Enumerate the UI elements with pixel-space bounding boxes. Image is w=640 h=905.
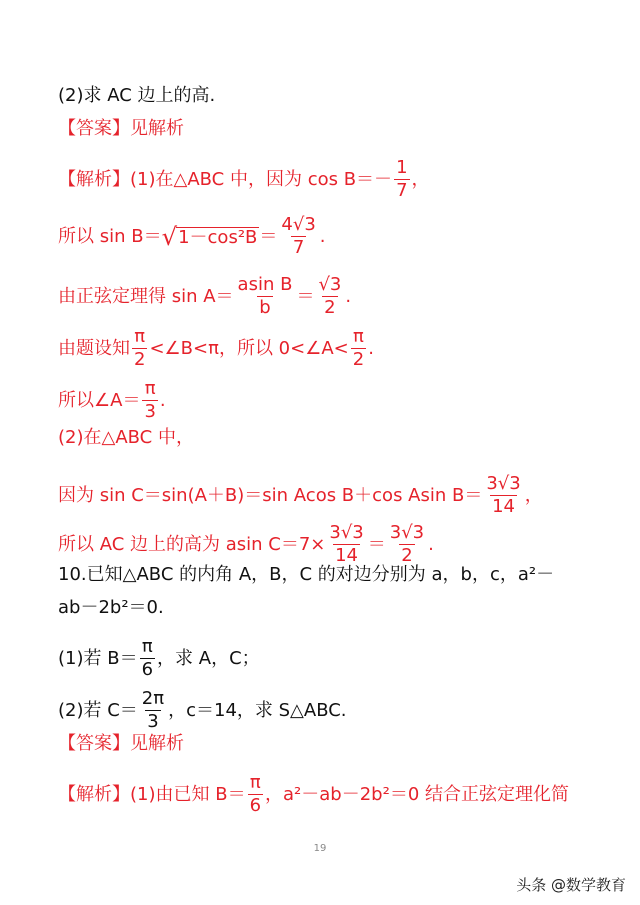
question-10-line-2: [58, 597, 164, 619]
fraction: [279, 216, 317, 257]
text-prefix: 由题设知: [58, 337, 130, 359]
square-root: [161, 221, 260, 251]
numerator: √3: [318, 274, 342, 295]
equals: ＝: [259, 225, 278, 247]
denominator: 2: [324, 297, 336, 318]
text: ab－2b²＝0.: [58, 597, 164, 618]
denominator: 3: [144, 401, 156, 422]
text: 【答案】见解析: [58, 118, 184, 139]
text-suffix: ，: [411, 168, 430, 190]
denominator: 6: [249, 795, 262, 816]
radical-sign-icon: √: [161, 221, 178, 251]
text: 10.已知△ABC 的内角 A，B，C 的对边分别为 a，b，c，a²－: [58, 564, 555, 585]
fraction-1: [132, 328, 147, 369]
text-suffix: ，a²－ab－2b²＝0 结合正弦定理化简: [265, 783, 569, 805]
question-10-line-1: [58, 564, 554, 586]
text-prefix: 由正弦定理得 sin A＝: [58, 285, 234, 307]
text-suffix: .: [319, 225, 326, 247]
numerator: 1: [396, 157, 408, 178]
fraction: [140, 638, 155, 679]
page-number: 19: [313, 843, 327, 854]
text-prefix: 所以 AC 边上的高为 asin C＝7×: [58, 533, 326, 555]
text-prefix: 因为 sin C＝sin(A＋B)＝sin Acos B＋cos Asin B＝: [58, 484, 483, 506]
question-10-part-1: [58, 638, 260, 679]
analysis-line-3: [58, 276, 351, 317]
text: 【答案】见解析: [58, 733, 184, 754]
text-prefix: 所以∠A＝: [58, 389, 141, 411]
denominator: 6: [141, 659, 154, 680]
analysis-line-8: [58, 774, 569, 815]
fraction-2: [316, 276, 343, 317]
denominator: 7: [396, 180, 408, 201]
fraction-2: [388, 524, 426, 565]
fraction-1: [236, 276, 295, 317]
fraction: [394, 159, 409, 200]
text-prefix: 【解析】(1)在△ABC 中，因为 cos B＝－: [58, 168, 393, 190]
text-suffix: .: [345, 285, 352, 307]
fraction: [142, 380, 157, 421]
radicand: 1－cos²B: [178, 227, 258, 249]
numerator: π: [141, 636, 153, 657]
text-suffix: .: [159, 389, 166, 411]
numerator: 2π: [141, 688, 165, 709]
text-suffix: .: [368, 337, 374, 359]
denominator: 3: [147, 711, 159, 732]
fraction: [484, 475, 522, 516]
analysis-line-2: [58, 216, 326, 257]
numerator: asin B: [237, 274, 293, 295]
fraction-2: [351, 328, 366, 369]
text-prefix: 所以 sin B＝: [58, 225, 162, 247]
numerator: 3√3: [486, 473, 521, 494]
denominator: 14: [335, 545, 359, 566]
fraction: [248, 774, 263, 815]
denominator: 2: [401, 545, 413, 566]
denominator: 7: [292, 237, 305, 258]
text-prefix: (1)若 B＝: [58, 647, 138, 669]
fraction-1: [327, 524, 365, 565]
denominator: 14: [492, 496, 515, 517]
text: (2)求 AC 边上的高.: [58, 85, 216, 106]
equals: ＝: [367, 533, 386, 555]
text-prefix: (2)若 C＝: [58, 699, 138, 721]
numerator: π: [249, 772, 261, 793]
numerator: 4√3: [281, 214, 316, 235]
text-prefix: 【解析】(1)由已知 B＝: [58, 783, 246, 805]
numerator: 3√3: [389, 522, 425, 543]
text: (2)在△ABC 中，: [58, 427, 194, 448]
numerator: 3√3: [329, 522, 364, 543]
analysis-line-1: [58, 159, 430, 200]
denominator: b: [259, 297, 271, 318]
answer-label-line-2: [58, 733, 184, 755]
denominator: 2: [134, 349, 146, 370]
numerator: π: [353, 326, 364, 347]
watermark: 头条 @数学教育: [516, 876, 626, 894]
analysis-line-7: [58, 524, 434, 565]
text-suffix: ，求 A，C；: [157, 647, 260, 669]
answer-label-line: [58, 118, 184, 140]
text-suffix: .: [428, 533, 434, 555]
text-suffix: ，: [524, 484, 543, 506]
analysis-line-5: [58, 380, 166, 421]
numerator: π: [144, 378, 156, 399]
analysis-line-6: [58, 475, 543, 516]
question-part-2-line: [58, 85, 215, 107]
equals: ＝: [296, 285, 315, 307]
text-suffix: ，c＝14，求 S△ABC.: [168, 699, 347, 721]
analysis-part-2-line: [58, 427, 194, 449]
numerator: π: [134, 326, 146, 347]
text-middle: <∠B<π，所以 0<∠A<: [149, 337, 349, 359]
denominator: 2: [352, 349, 365, 370]
analysis-line-4: [58, 328, 374, 369]
question-10-part-2: [58, 690, 347, 731]
fraction: [140, 690, 166, 731]
